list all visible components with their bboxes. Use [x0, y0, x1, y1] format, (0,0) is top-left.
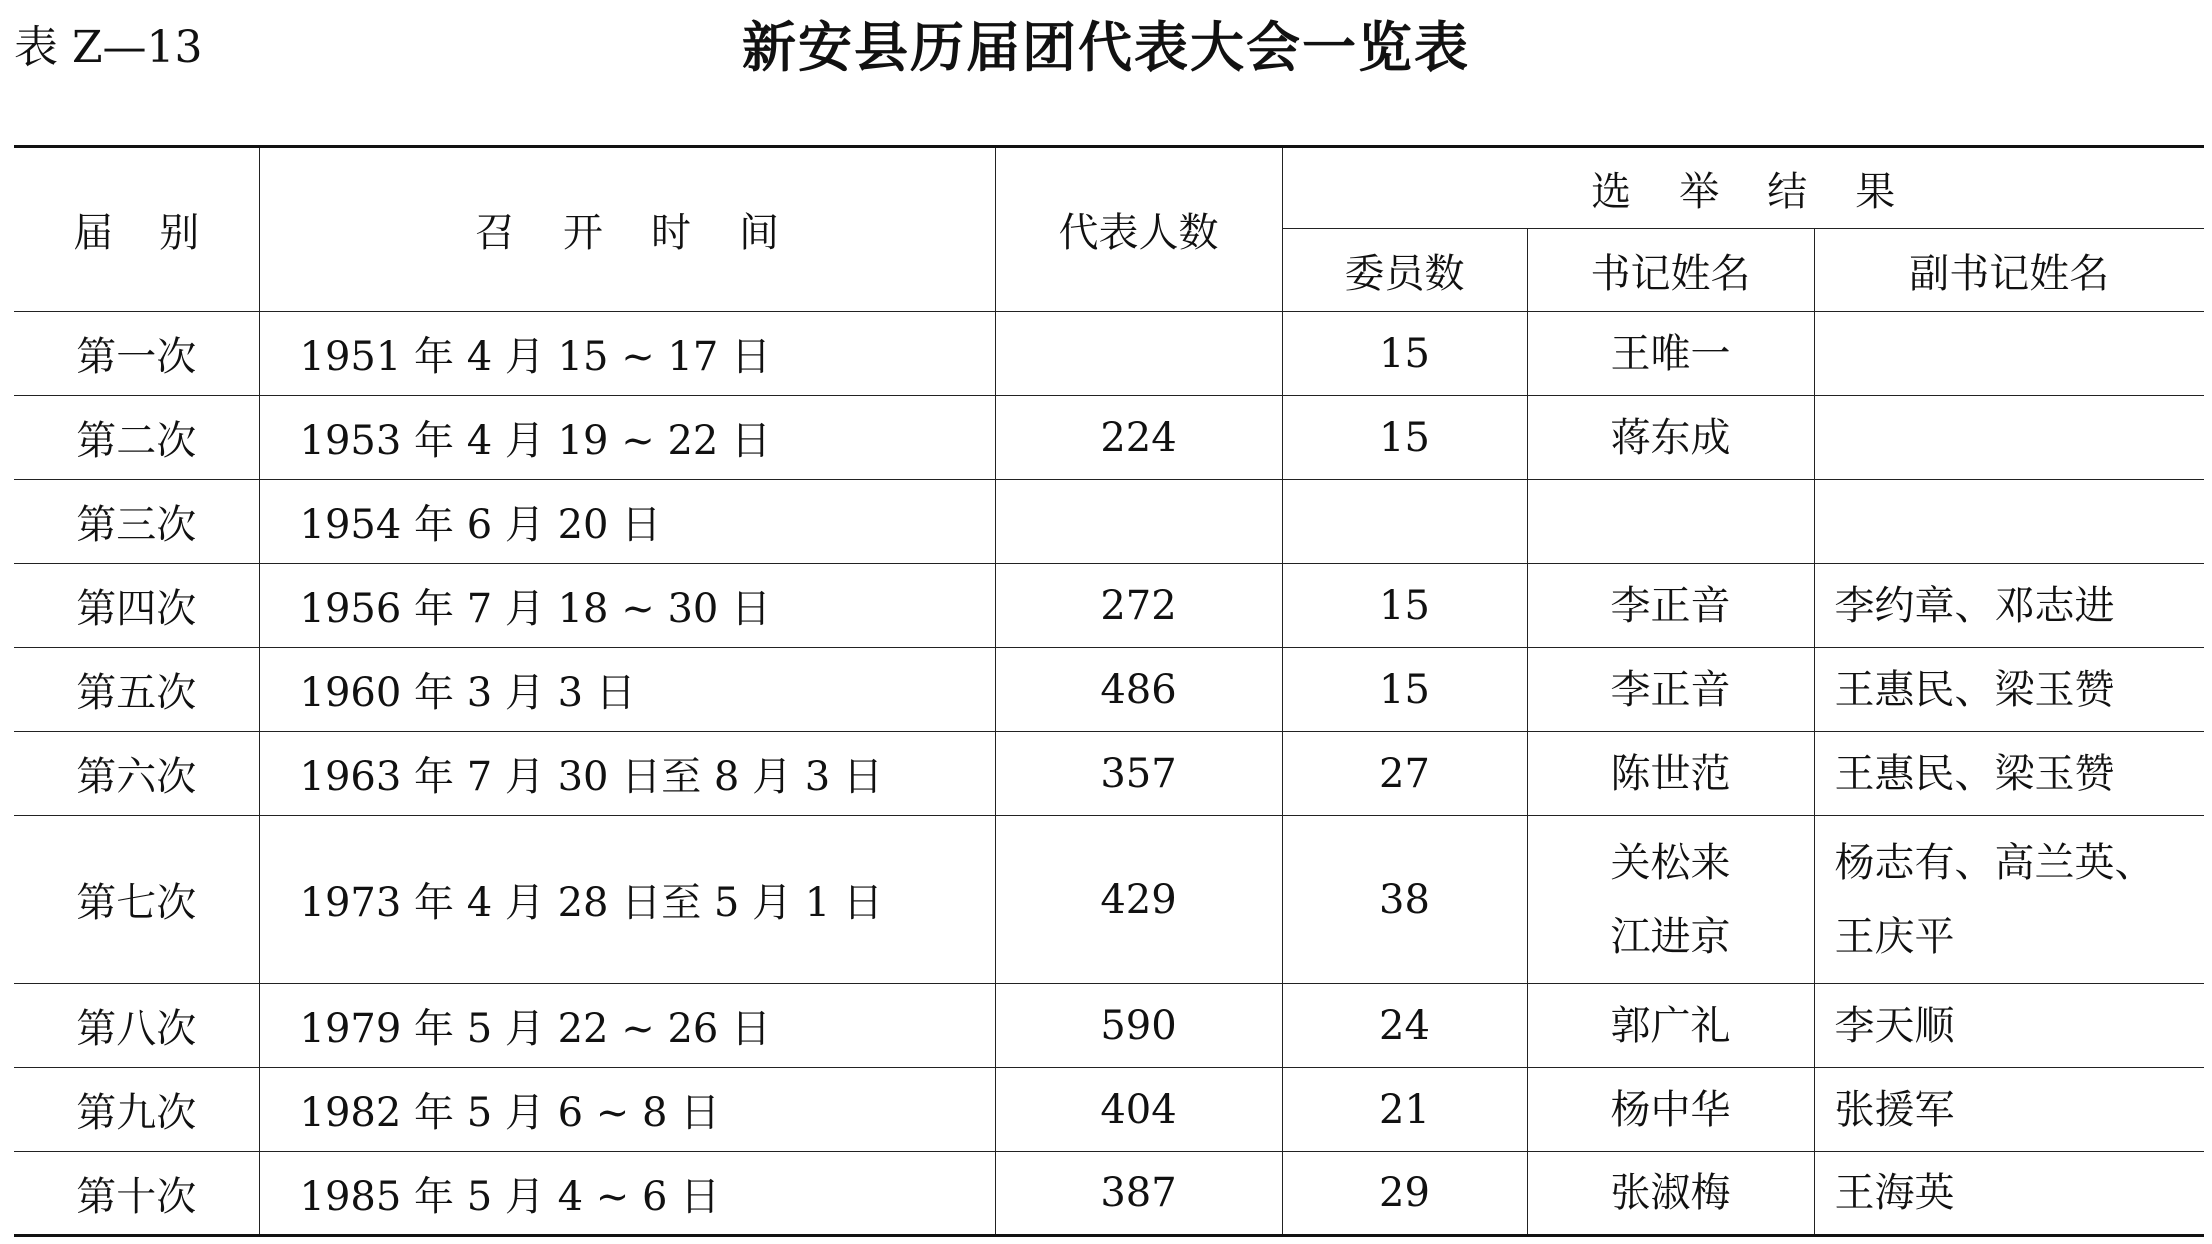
- cell-session: 第十次: [14, 1152, 259, 1236]
- table-row: [14, 1068, 2204, 1152]
- cell-deputy: [1814, 984, 2204, 1068]
- cell-committee: [1282, 480, 1527, 564]
- page-title: 新安县历届团代表大会一览表: [742, 16, 1470, 79]
- cell-deputy: [1814, 480, 2204, 564]
- column-header-session: 届别: [14, 147, 259, 312]
- cell-deputy: [1814, 732, 2204, 816]
- cell-deputy: [1814, 312, 2204, 396]
- cell-committee: 29: [1282, 1152, 1527, 1236]
- cell-secretary: [1527, 1152, 1814, 1236]
- cell-date: 1951 年 4 月 15 ~ 17 日: [259, 312, 995, 396]
- cell-date: 1979 年 5 月 22 ~ 26 日: [259, 984, 995, 1068]
- cell-session: 第一次: [14, 312, 259, 396]
- cell-session: 第三次: [14, 480, 259, 564]
- cell-delegates: [995, 480, 1282, 564]
- cell-secretary: [1527, 648, 1814, 732]
- cell-session: 第五次: [14, 648, 259, 732]
- cell-session: 第七次: [14, 816, 259, 984]
- cell-committee: 27: [1282, 732, 1527, 816]
- table-row: [14, 396, 2204, 480]
- deputy-name: 杨志有、高兰英、: [1834, 839, 2155, 886]
- cell-date: 1982 年 5 月 6 ~ 8 日: [259, 1068, 995, 1152]
- cell-secretary: [1527, 1068, 1814, 1152]
- cell-delegates: 404: [995, 1068, 1282, 1152]
- cell-deputy: [1814, 648, 2204, 732]
- cell-delegates: [995, 312, 1282, 396]
- deputy-name: 王海英: [1834, 1170, 1955, 1216]
- cell-secretary: [1527, 732, 1814, 816]
- cell-session: 第四次: [14, 564, 259, 648]
- column-header-secretary: 书记姓名: [1527, 229, 1814, 312]
- cell-date: 1985 年 5 月 4 ~ 6 日: [259, 1152, 995, 1236]
- cell-date: 1973 年 4 月 28 日至 5 月 1 日: [259, 816, 995, 984]
- cell-committee: 21: [1282, 1068, 1527, 1152]
- cell-delegates: 224: [995, 396, 1282, 480]
- cell-deputy: [1814, 1152, 2204, 1236]
- secretary-name: 蒋东成: [1610, 414, 1731, 461]
- cell-secretary: [1527, 816, 1814, 984]
- cell-committee: 15: [1282, 312, 1527, 396]
- table-row: [14, 312, 2204, 396]
- column-header-delegates: 代表人数: [995, 147, 1282, 312]
- cell-delegates: 357: [995, 732, 1282, 816]
- cell-session: 第六次: [14, 732, 259, 816]
- secretary-name: 关松来: [1610, 839, 1731, 886]
- cell-date: 1963 年 7 月 30 日至 8 月 3 日: [259, 732, 995, 816]
- table-row: [14, 564, 2204, 648]
- cell-deputy: [1814, 564, 2204, 648]
- secretary-name: 江进京: [1610, 913, 1731, 960]
- secretary-name: 郭广礼: [1610, 1002, 1731, 1049]
- cell-delegates: 590: [995, 984, 1282, 1068]
- cell-committee: 15: [1282, 648, 1527, 732]
- secretary-name: 李正音: [1610, 666, 1731, 713]
- secretary-name: 杨中华: [1610, 1086, 1731, 1133]
- cell-delegates: 387: [995, 1152, 1282, 1236]
- cell-delegates: 429: [995, 816, 1282, 984]
- table-number-label: 表 Z—13: [14, 22, 203, 73]
- deputy-name: 王惠民、梁玉赞: [1834, 666, 2115, 713]
- cell-date: 1953 年 4 月 19 ~ 22 日: [259, 396, 995, 480]
- cell-committee: 24: [1282, 984, 1527, 1068]
- deputy-name: 张援军: [1834, 1086, 1955, 1133]
- cell-date: 1956 年 7 月 18 ~ 30 日: [259, 564, 995, 648]
- cell-delegates: 272: [995, 564, 1282, 648]
- cell-secretary: [1527, 984, 1814, 1068]
- cell-secretary: [1527, 480, 1814, 564]
- deputy-name: 王惠民、梁玉赞: [1834, 750, 2115, 797]
- secretary-name: 李正音: [1610, 582, 1731, 629]
- column-header-committee: 委员数: [1282, 229, 1527, 312]
- column-header-election-results: 选举结果: [1282, 147, 2204, 229]
- column-header-deputy: 副书记姓名: [1814, 229, 2204, 312]
- deputy-name: 李天顺: [1834, 1002, 1955, 1049]
- table-row: [14, 648, 2204, 732]
- secretary-name: 陈世范: [1610, 750, 1731, 797]
- cell-deputy: [1814, 396, 2204, 480]
- cell-session: 第二次: [14, 396, 259, 480]
- cell-committee: 15: [1282, 396, 1527, 480]
- cell-date: 1960 年 3 月 3 日: [259, 648, 995, 732]
- cell-committee: 38: [1282, 816, 1527, 984]
- cell-date: 1954 年 6 月 20 日: [259, 480, 995, 564]
- cell-committee: 15: [1282, 564, 1527, 648]
- deputy-name: 王庆平: [1834, 913, 1955, 960]
- cell-deputy: [1814, 816, 2204, 984]
- table-row: [14, 984, 2204, 1068]
- table-row: [14, 480, 2204, 564]
- table-row: [14, 732, 2204, 816]
- secretary-name: 王唯一: [1610, 330, 1731, 377]
- secretary-name: 张淑梅: [1610, 1170, 1731, 1216]
- cell-secretary: [1527, 312, 1814, 396]
- table-row: [14, 1152, 2204, 1236]
- deputy-name: 李约章、邓志进: [1834, 582, 2115, 629]
- congress-table: [14, 145, 2204, 1237]
- cell-deputy: [1814, 1068, 2204, 1152]
- column-header-date: 召开时间: [259, 147, 995, 312]
- cell-secretary: [1527, 396, 1814, 480]
- cell-delegates: 486: [995, 648, 1282, 732]
- cell-session: 第八次: [14, 984, 259, 1068]
- table-row: [14, 816, 2204, 984]
- cell-secretary: [1527, 564, 1814, 648]
- cell-session: 第九次: [14, 1068, 259, 1152]
